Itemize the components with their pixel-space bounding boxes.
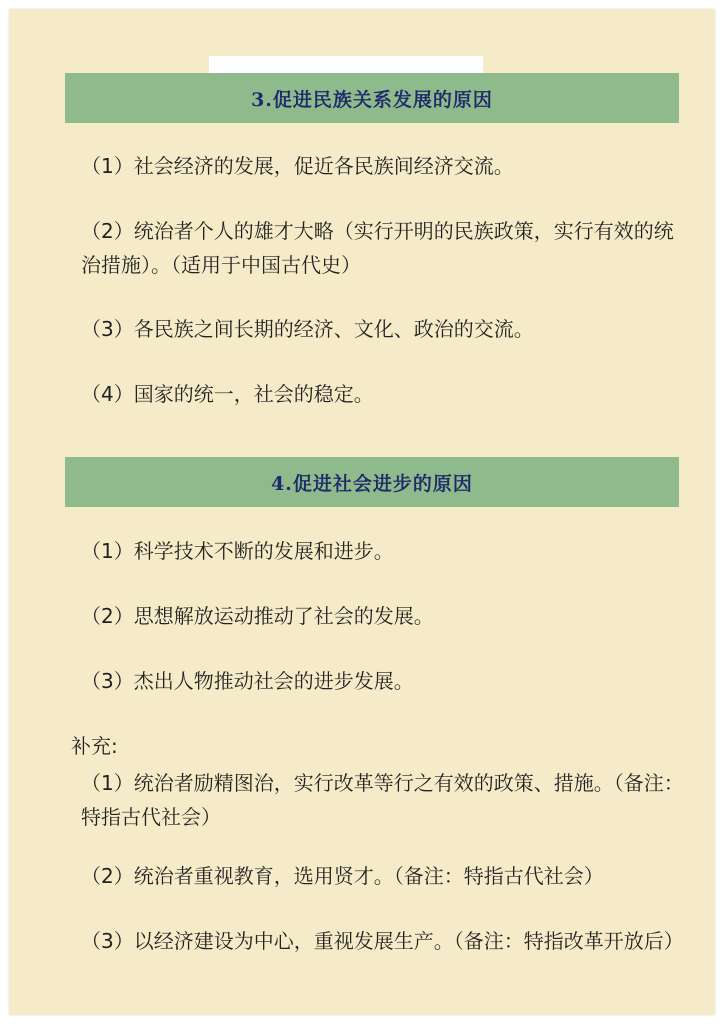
supplement-item-2: （2）统治者重视教育，选用贤才。（备注：特指古代社会）: [81, 864, 604, 888]
section-3-item-4: （4）国家的统一，社会的稳定。: [81, 382, 374, 406]
section-4-item-2: （2）思想解放运动推动了社会的发展。: [81, 604, 434, 628]
supplement-item-1: （1）统治者励精图治，实行改革等行之有效的政策、措施。（备注：特指古代社会）: [81, 771, 684, 829]
section-4-item-1: （1）科学技术不断的发展和进步。: [81, 539, 394, 563]
section-4-item-3: （3）杰出人物推动社会的进步发展。: [81, 669, 414, 693]
section-3-header: [65, 73, 679, 123]
supplement-label: 补充:: [71, 734, 118, 758]
supplement-item-3: （3）以经济建设为中心，重视发展生产。（备注：特指改革开放后）: [81, 929, 684, 953]
section-3-item-3: （3）各民族之间长期的经济、文化、政治的交流。: [81, 317, 534, 341]
section-4-header: [65, 457, 679, 507]
document-page: [9, 9, 715, 1015]
section-3-title: 3.促进民族关系发展的原因: [251, 88, 493, 111]
section-3-item-1: （1）社会经济的发展，促近各民族间经济交流。: [81, 154, 514, 178]
section-3-item-2: （2）统治者个人的雄才大略（实行开明的民族政策，实行有效的统治措施）。（适用于中国古代史）: [81, 219, 674, 277]
section-4-title: 4.促进社会进步的原因: [271, 472, 473, 495]
